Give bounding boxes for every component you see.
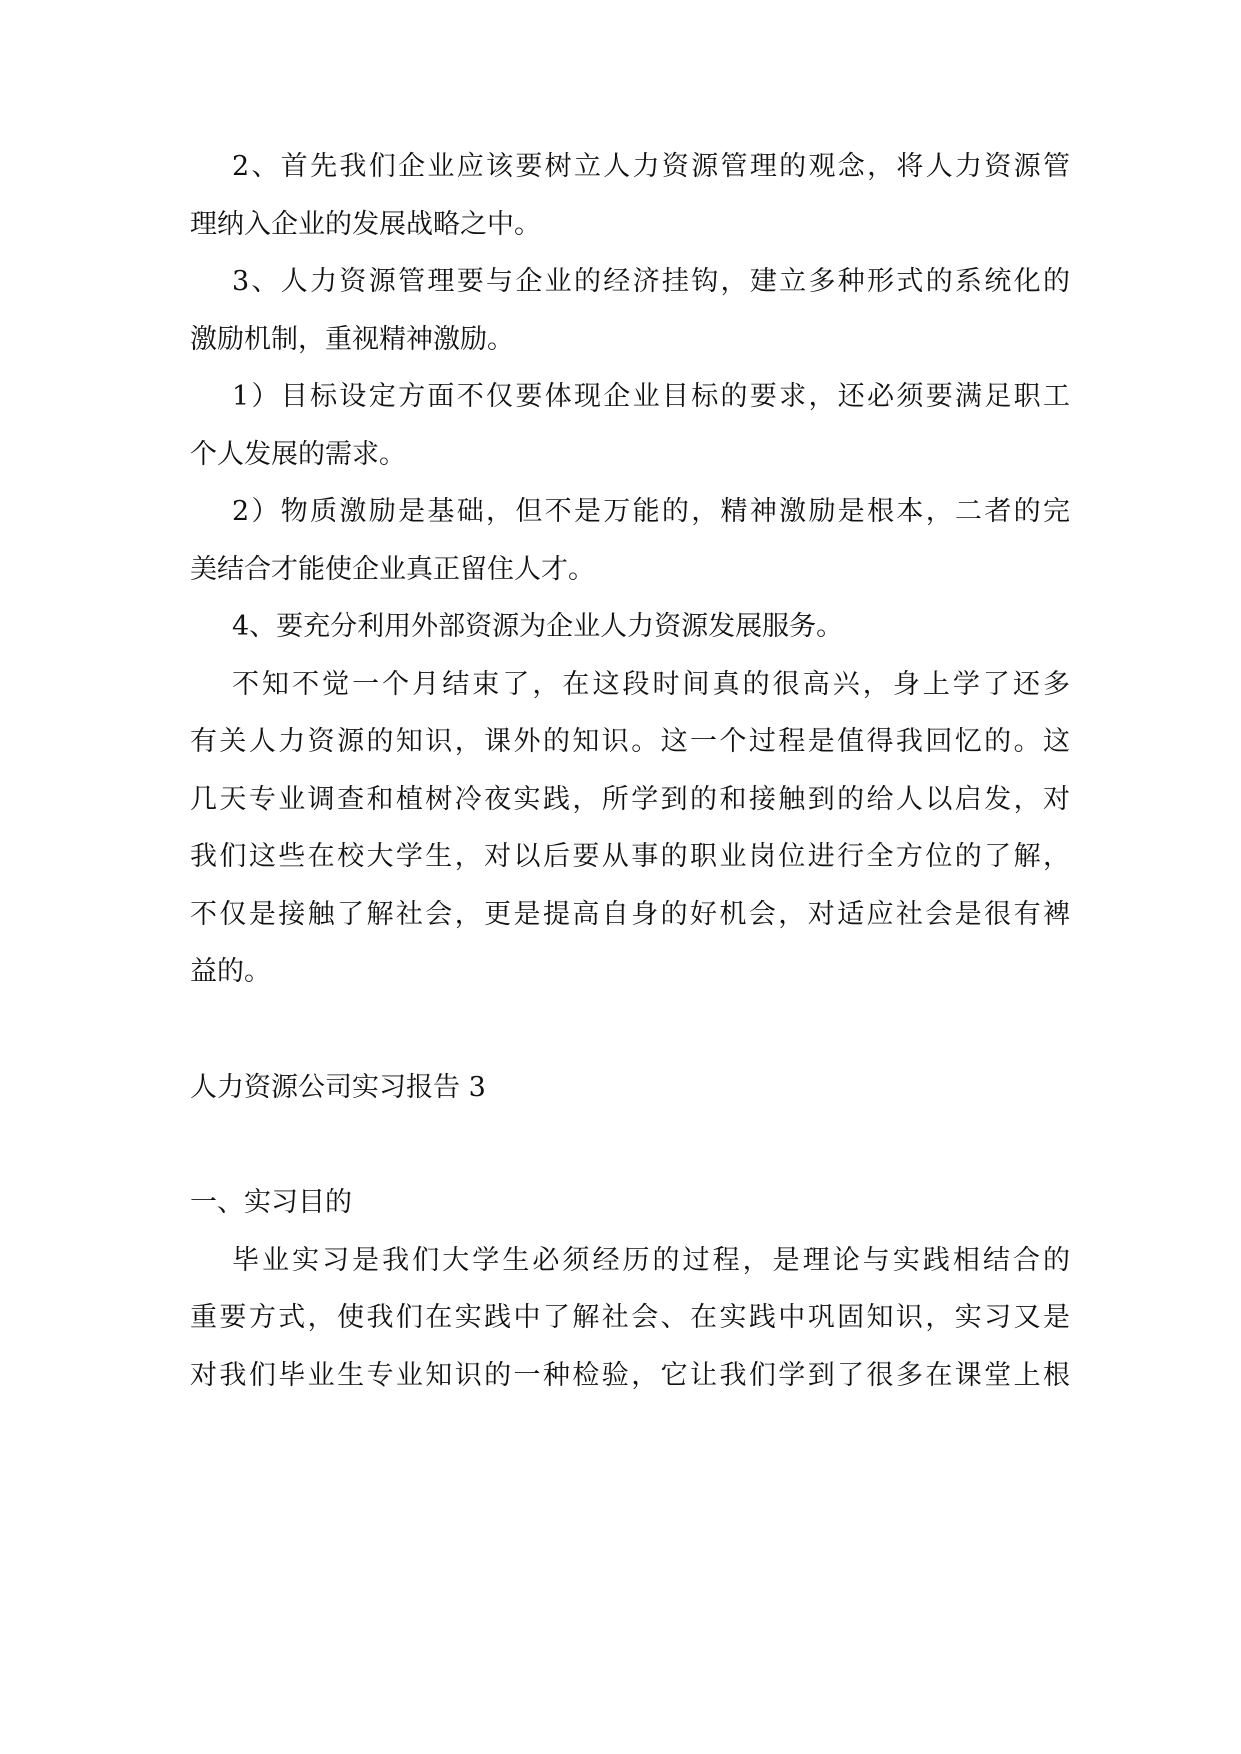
paragraph-3-line-1: 3、人力资源管理要与企业的经济挂钩，建立多种形式的系统化的 [232,266,1070,297]
purpose-paragraph-line-2: 重要方式，使我们在实践中了解社会、在实践中巩固知识，实习又是 [190,1302,1070,1333]
closing-paragraph-line-2: 有关人力资源的知识，课外的知识。这一个过程是值得我回忆的。这 [190,726,1070,757]
report-title: 人力资源公司实习报告 3 [190,1072,486,1103]
paragraph-3-2-line-1: 2）物质激励是基础，但不是万能的，精神激励是根本，二者的完 [232,496,1070,527]
paragraph-3-1-line-1: 1）目标设定方面不仅要体现企业目标的要求，还必须要满足职工 [232,381,1070,412]
paragraph-4-line-1: 4、要充分利用外部资源为企业人力资源发展服务。 [232,611,844,642]
closing-paragraph-line-4: 我们这些在校大学生，对以后要从事的职业岗位进行全方位的了解， [190,841,1070,872]
closing-paragraph-line-5: 不仅是接触了解社会，更是提高自身的好机会，对适应社会是很有裨 [190,899,1070,930]
section-heading-purpose: 一、实习目的 [190,1187,352,1218]
purpose-paragraph-line-3: 对我们毕业生专业知识的一种检验，它让我们学到了很多在课堂上根 [190,1360,1070,1391]
paragraph-3-2-line-2: 美结合才能使企业真正留住人才。 [190,554,595,585]
paragraph-2-line-2: 理纳入企业的发展战略之中。 [190,209,541,240]
closing-paragraph-line-6: 益的。 [190,956,271,987]
paragraph-2-line-1: 2、首先我们企业应该要树立人力资源管理的观念，将人力资源管 [232,151,1070,182]
purpose-paragraph-line-1: 毕业实习是我们大学生必须经历的过程，是理论与实践相结合的 [232,1245,1070,1276]
closing-paragraph-line-3: 几天专业调查和植树冷夜实践，所学到的和接触到的给人以启发，对 [190,784,1070,815]
paragraph-3-1-line-2: 个人发展的需求。 [190,439,406,470]
paragraph-3-line-2: 激励机制，重视精神激励。 [190,324,514,355]
closing-paragraph-line-1: 不知不觉一个月结束了，在这段时间真的很高兴，身上学了还多 [232,669,1070,700]
